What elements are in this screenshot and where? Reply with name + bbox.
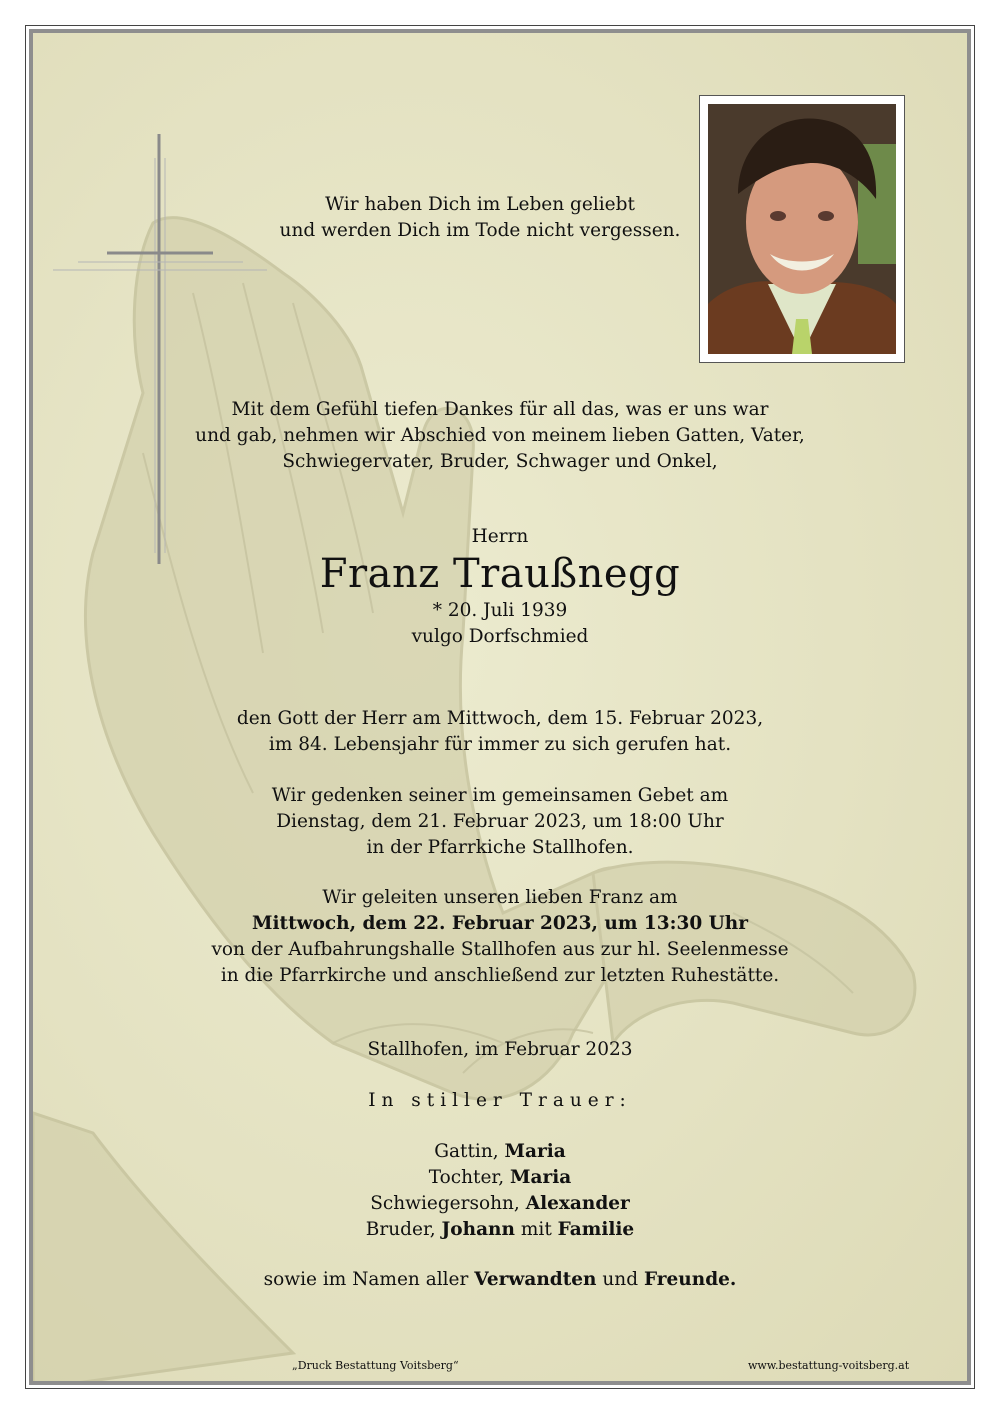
funeral-line-2 — [0, 911, 1000, 937]
closing-friends: Freunde. — [643, 1269, 737, 1290]
mourner-relation: Schwiegersohn, — [370, 1193, 520, 1214]
death-text — [0, 706, 1000, 758]
portrait-drawing — [708, 104, 896, 354]
portrait-image — [708, 104, 896, 354]
closing-and: und — [602, 1269, 639, 1290]
funeral-line-4: in die Pfarrkirche und anschließend zur letzten Ruhestätte. — [220, 965, 780, 986]
mourning-heading: In stiller Trauer: — [368, 1090, 632, 1111]
closing-line — [0, 1267, 1000, 1293]
funeral-line-1: Wir geleiten unseren lieben Franz am — [322, 887, 678, 908]
portrait-photo — [699, 95, 905, 363]
mourner-row — [0, 1191, 1000, 1217]
memorial-quote — [250, 192, 710, 244]
deceased-name: Franz Traußnegg — [319, 551, 681, 597]
funeral-date-bold: Mittwoch, dem 22. Februar 2023, um 13:30 Uhr — [252, 913, 748, 934]
mourner-name: Alexander — [525, 1193, 630, 1214]
mourner-row — [0, 1217, 1000, 1243]
deceased-block — [0, 524, 1000, 650]
mourner-extra-name: Familie — [557, 1219, 635, 1240]
mourner-row — [0, 1139, 1000, 1165]
funeral-text — [0, 885, 1000, 989]
closing-relatives: Verwandten — [474, 1269, 597, 1290]
quote-line-1: Wir haben Dich im Leben geliebt — [325, 194, 635, 215]
death-line-1: den Gott der Herr am Mittwoch, dem 15. Februar 2023, — [236, 708, 764, 729]
birth-date: * 20. Juli 1939 — [432, 600, 568, 621]
mourner-row — [0, 1165, 1000, 1191]
mourner-name: Maria — [504, 1141, 566, 1162]
intro-line-1: Mit dem Gefühl tiefen Dankes für all das, was er uns war — [231, 399, 769, 420]
funeral-line-3: von der Aufbahrungshalle Stallhofen aus zur hl. Seelenmesse — [211, 939, 789, 960]
prayer-line-1: Wir gedenken seiner im gemeinsamen Gebet am — [271, 785, 729, 806]
mourner-relation: Gattin, — [434, 1141, 499, 1162]
mourner-extra: mit — [520, 1219, 552, 1240]
closing-prefix: sowie im Namen aller — [263, 1269, 469, 1290]
mourner-name: Maria — [510, 1167, 572, 1188]
prayer-line-2: Dienstag, dem 21. Februar 2023, um 18:00 Uhr — [276, 811, 724, 832]
quote-line-2: und werden Dich im Tode nicht vergessen. — [279, 220, 681, 241]
mourner-relation: Tochter, — [428, 1167, 505, 1188]
intro-line-3: Schwiegervater, Bruder, Schwager und Onkel, — [282, 451, 718, 472]
prayer-text — [0, 783, 1000, 861]
salutation: Herrn — [471, 526, 529, 547]
footer-website[interactable]: www.bestattung-voitsberg.at — [748, 1359, 910, 1372]
prayer-line-3: in der Pfarrkiche Stallhofen. — [366, 837, 634, 858]
mourner-relation: Bruder, — [365, 1219, 436, 1240]
mourners-list — [0, 1139, 1000, 1243]
place-date: Stallhofen, im Februar 2023 — [367, 1039, 633, 1060]
intro-line-2: und gab, nehmen wir Abschied von meinem lieben Gatten, Vater, — [195, 425, 805, 446]
mourner-name: Johann — [441, 1219, 515, 1240]
intro-text — [0, 397, 1000, 475]
nickname: vulgo Dorfschmied — [411, 626, 589, 647]
death-line-2: im 84. Lebensjahr für immer zu sich gerufen hat. — [268, 734, 732, 755]
footer-printer: „Druck Bestattung Voitsberg“ — [292, 1359, 459, 1372]
